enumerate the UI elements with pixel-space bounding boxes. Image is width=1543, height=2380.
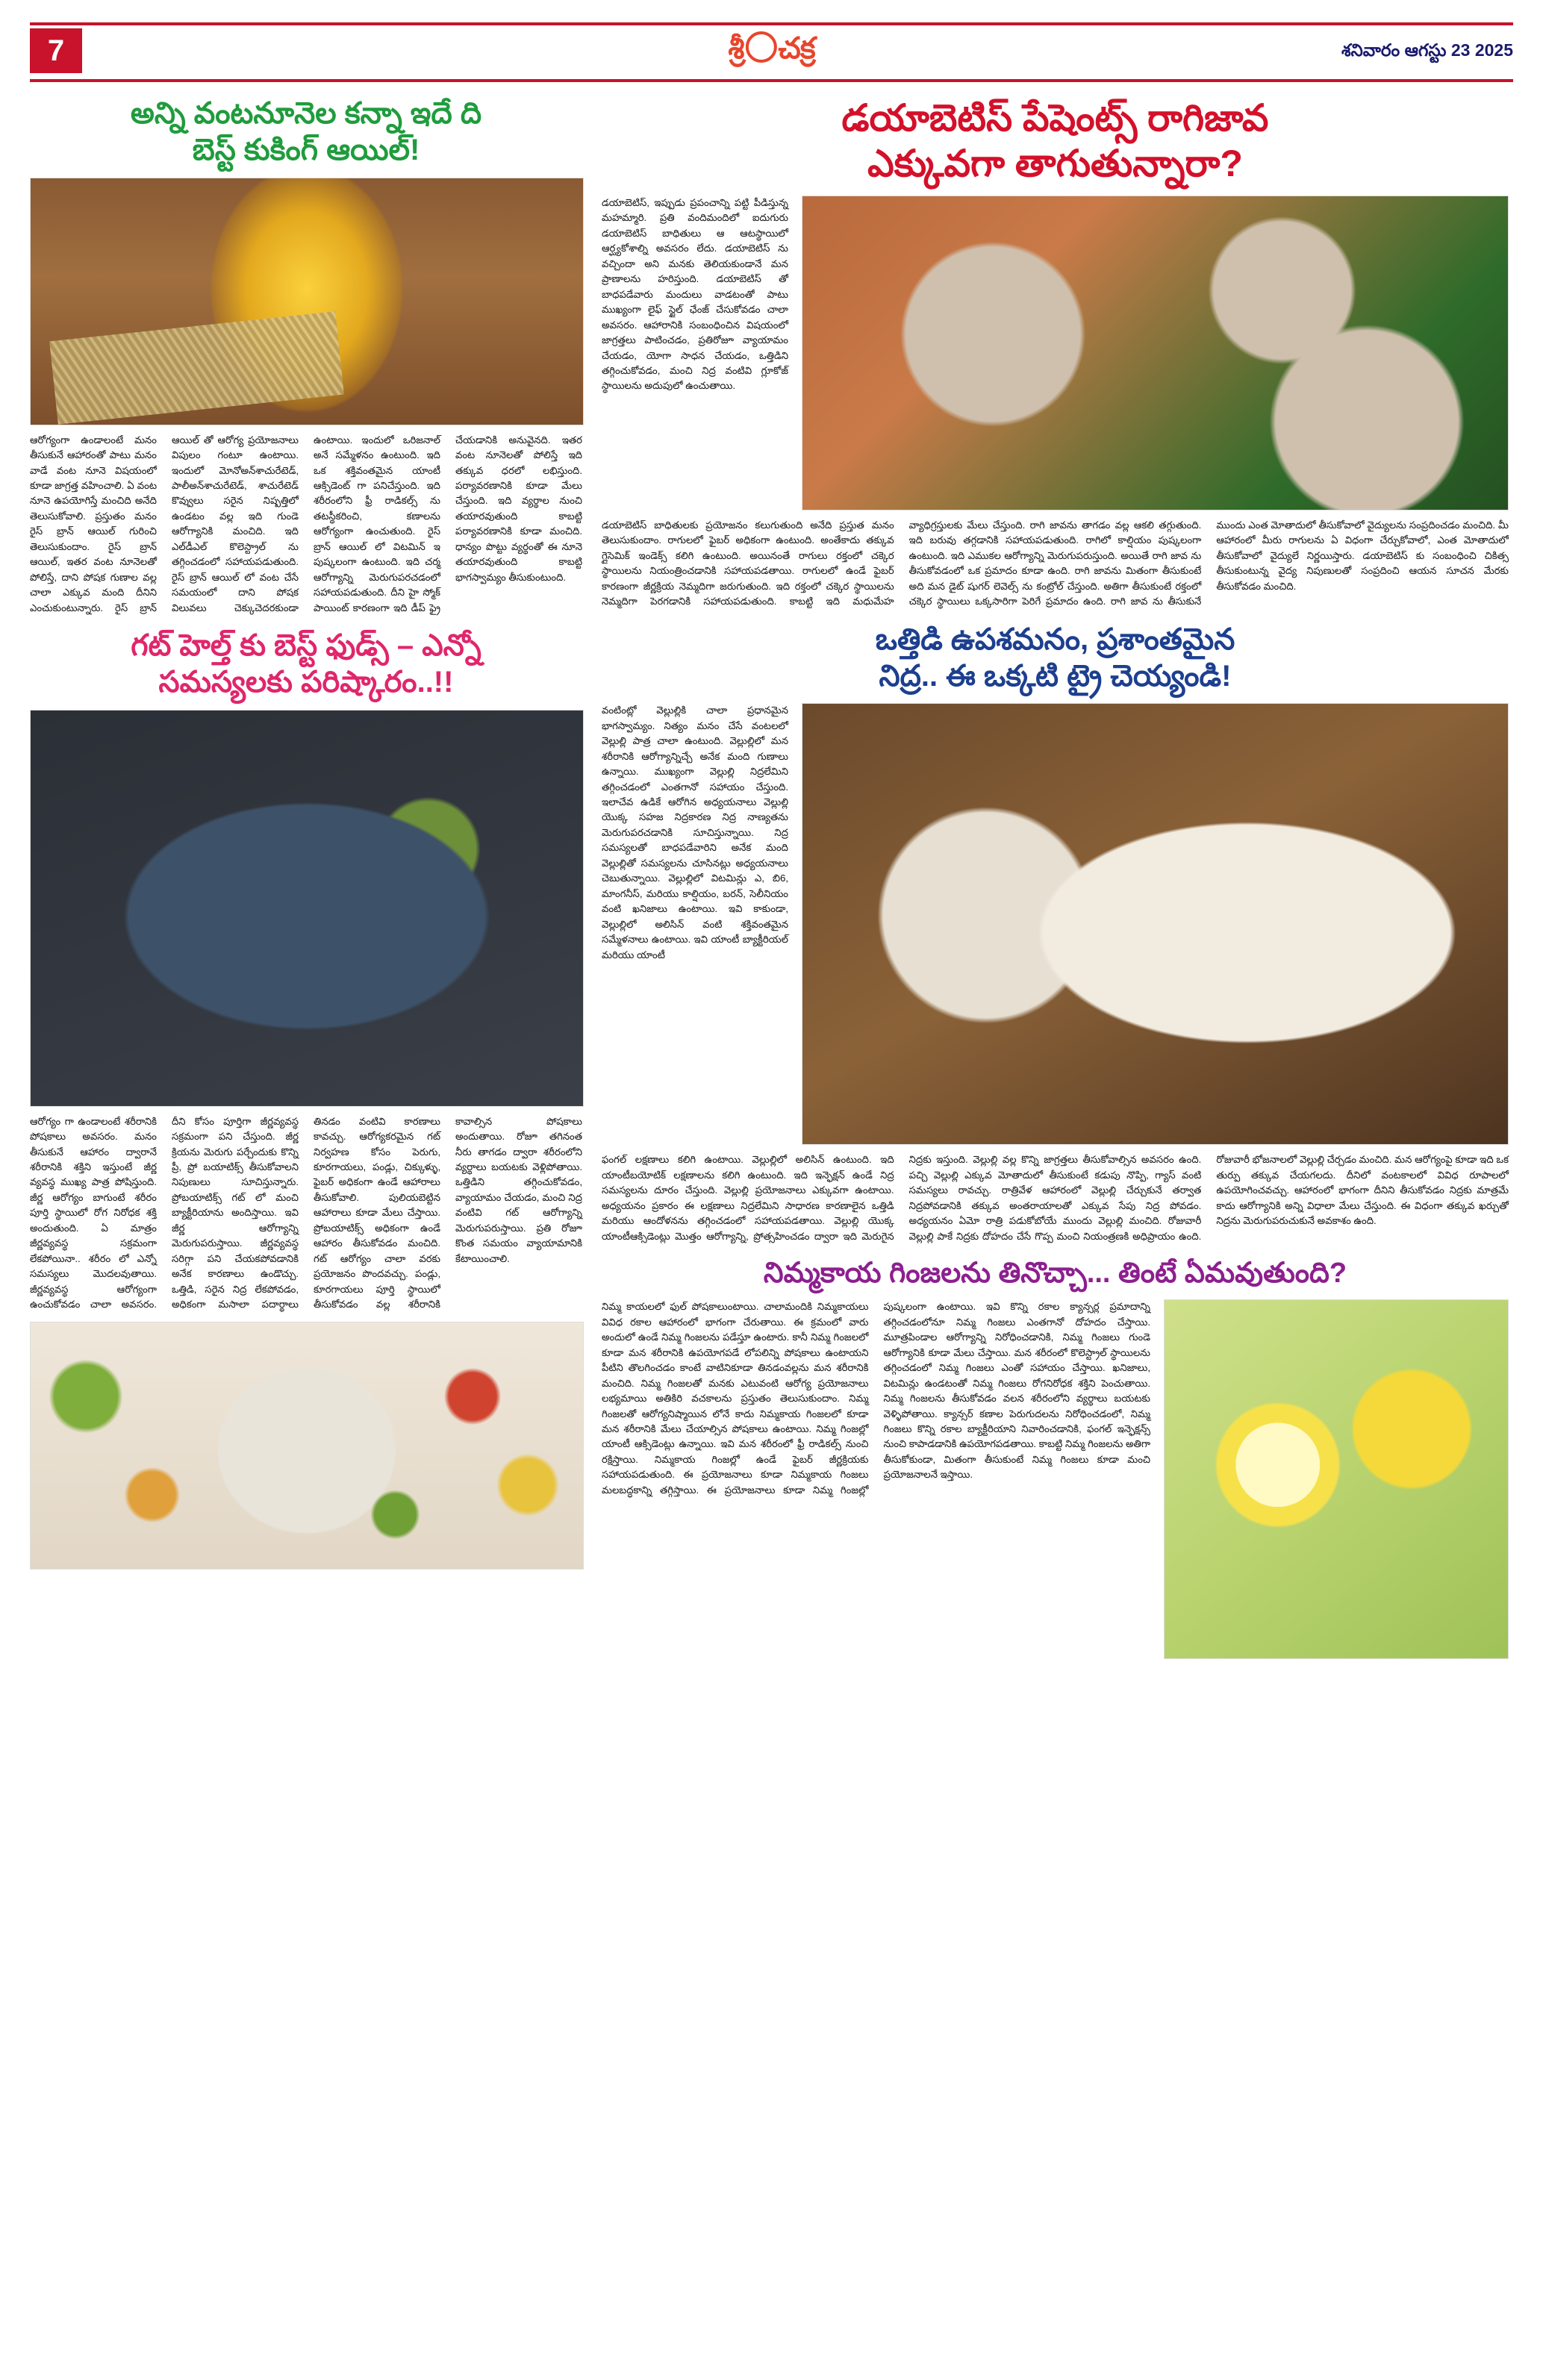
article-sleep-headline (602, 622, 1509, 695)
article-oil-headline (30, 96, 582, 169)
article-gut-headline-line2: సమస్యలకు పరిష్కారం..!! (158, 665, 454, 699)
page-number-badge: 7 (30, 28, 82, 73)
article-lemon-headline: నిమ్మకాయ గింజలను తినొచ్చా... తింటే ఏమవుతుంది? (763, 1258, 1347, 1290)
article-gut-headline-line1: గట్ హెల్త్ కు బెస్ట్ ఫుడ్స్ – ఎన్నో (131, 629, 481, 663)
article-sleep-caption: ఫంగల్ లక్షణాలు కలిగి ఉంటాయి. వెల్లుల్లిలో అలిసిన్ ఉంటుంది. ఇది యాంటీబయోటిక్ లక్షణాలను కలిగి ఉంటుంది. ఇది ఇన్ఫెక్షన్ ఉండే నిద్ర సమస్యలను దూరం చేస్తుంది. వెల్లుల్లి ప్రయోజనాలు ఎక్కువగా ఉంటాయి. అధ్యయనం ప్రకారం ఈ లక్షణాలు నిద్రలేమిని సాధారణ కారణాలైన ఒత్తిడి మరియు ఆందోళనను తగ్గించడంలో సహాయపడతాయి. వెల్లుల్లి యొక్క యాంటీఆక్సిడెంట్లు మొత్తం ఆరోగ్యాన్ని, ప్రోత్సహించడం ద్వారా ఇది మెరుగైన నిద్రకు ఇస్తుంది. వెల్లుల్లి వల్ల కొన్ని జాగ్రత్తలు తీసుకోవాల్సిన అవసరం ఉంది. పచ్చి వెల్లుల్లి ఎక్కువ మోతాదులో తీసుకుంటే కడుపు నొప్పి, గ్యాస్ వంటి సమస్యలు రావచ్చు. రాత్రివేళ ఆహారంలో వెల్లుల్లి చేర్చుకునే తర్వాత నిద్రపోవడానికి తక్కువ అంతరాయాలతో ఎక్కువ సేపు నిద్ర పోవడం. అధ్యయనం ఏమో రాత్రి పడుకోబోయే ముందు వెల్లుల్లి మంచిది. రోజువారీ వెల్లుల్లి పాకే నిద్రకు దోహదం చేసే గొప్ప మంచి నియంత్రణకి అధిప్రాయం ఉంది. రోజువారీ భోజనాలలో వెల్లుల్లి చేర్చడం మంచిది. మన ఆరోగ్యంపై కూడా ఇది ఒక తుర్పు తక్కువ చేయగలదు. దీనిలో వంటకాలలో వివిధ రూపాలలో ఉపయోగించవచ్చు. ఆహారంలో భాగంగా దీనిని తీసుకోవడం నిద్రకు మాత్రమే కాదు ఆరోగ్యానికి అన్ని విధాలా మేలు చేస్తుంది. ఈ విధంగా తక్కువ ఖర్చుతో నిద్రను మెరుగుపరుచుకునే అవకాశం ఉంది. (602, 1154, 1509, 1242)
article-lemon-seeds (602, 1256, 1509, 1659)
article-gut-health (30, 628, 582, 1569)
chakra-icon (745, 31, 776, 63)
article-gut-headline (30, 628, 582, 701)
left-column (30, 93, 582, 1659)
masthead (30, 22, 1513, 82)
article-cooking-oil (30, 96, 582, 616)
article-sleep-headline-line1: ఒత్తిడి ఉపశమనం, ప్రశాంతమైన (875, 622, 1235, 656)
article-ragi-headline (602, 96, 1509, 187)
page-content (30, 93, 1513, 1659)
article-oil-headline-line1: అన్ని వంటనూనెల కన్నా ఇదే ది (130, 97, 482, 130)
garlic-photo (802, 703, 1509, 1145)
article-ragi-headline-line1: డయాబెటిస్ పేషెంట్స్ రాగిజావ (841, 97, 1269, 139)
publication-logo (728, 31, 814, 73)
article-oil-headline-line2: బెస్ట్ కుకింగ్ ఆయిల్! (192, 133, 420, 166)
ragi-java-photo (802, 196, 1509, 510)
article-ragi-headline-line2: ఎక్కువగా తాగుతున్నారా? (867, 143, 1243, 184)
article-sleep-body-left: వంటింట్లో వెల్లుల్లికి చాలా ప్రధానమైన భాగస్వామ్యం. నిత్యం మనం చేసే వంటలలో వెల్లుల్లి పాత్ర చాలా ఉంటుంది. వెల్లుల్లిలో మన శరీరానికి ఆరోగ్యాన్నిచ్చే అనేక మంది గుణాలు ఉన్నాయి. ముఖ్యంగా వెల్లుల్లి నిద్రలేమిని తగ్గించడంలో ఎంతగానో సహాయం చేస్తుంది. ఇలాచేవ ఉడికే ఆరోగిన అధ్యయనాలు వెల్లుల్లి యొక్క సహజ నిద్రకారణ నిద్ర నాణ్యతను మెరుగుపరచడానికి సూచిస్తున్నాయి. నిద్ర సమస్యలతో బాధపడేవారిని అనేక మంది వెల్లుల్లితో సమస్యలను చూసినట్లు అధ్యయనాలు చెబుతున్నాయి. వెల్లుల్లిలో విటమిన్లు ఎ, బి6, మాంగనీస్, మరియు కాల్షియం, బరన్, సెలీనియం వంటి ఖనిజాలు ఉంటాయి. ఇవి కాకుండా, వెల్లుల్లిలో అలిసిన్ వంటి శక్తివంతమైన సమ్మేళనాలు ఉంటాయి. ఇవి యాంటీ బ్యాక్టీరియల్ మరియు యాంటీ (602, 705, 788, 961)
article-ragi-caption: డయాబెటిస్ బాధితులకు ప్రయోజనం కలుగుతుంది అనేది ప్రస్తుత మనం తెలుసుకుందాం. రాగులలో ఫైబర్ అధికంగా ఉంటుంది. అంతేకాదు తక్కువ గ్లైసెమిక్ ఇండెక్స్ కలిగి ఉంటుంది. అయినంతే రాగులు రక్తంలో చక్కెర స్థాయిలను నియంత్రించడానికి సహాయపడతాయి. రాగులలో ఉండే ఫైబర్ కారణంగా జీర్ణక్రియ నెమ్మదిగా జరుగుతుంది. ఇది రక్తంలో చక్కెర స్థాయిలను నెమ్మదిగా పెరగడానికి సహాయపడుతుంది. కాబట్టి ఇది మధుమేహ వ్యాధిగ్రస్తులకు మేలు చేస్తుంది. రాగి జావను తాగడం వల్ల ఆకలి తగ్గుతుంది. ఇది బరువు తగ్గడానికి సహాయపడుతుంది. రాగిలో కాల్షియం పుష్కలంగా ఉంటుంది. ఇది ఎముకల ఆరోగ్యాన్ని మెరుగుపరుస్తుంది. అయితే రాగి జావ ను తీసుకోవడంలో ఒక ప్రమాదం కూడా ఉంది. రాగి జావను మితంగా తీసుకుంటే అది మన డైట్ షుగర్ లెవెల్స్ ను కంట్రోల్ చేస్తుంది. అతిగా తీసుకుంటే రక్తంలో చక్కెర స్థాయిలు ఒక్కసారిగా పెరిగే ప్రమాదం ఉంది. రాగి జావ ను తీసుకునే ముందు ఎంత మోతాదులో తీసుకోవాలో వైద్యులను సంప్రదించడం మంచిది. మీ ఆహారంలో మీరు రాగులను ఏ విధంగా చేర్చుకోవాలో, ఎంత మోతాదులో తీసుకోవాలో వైద్యులే నిర్ణయిస్తారు. డయాబెటిస్ కు సంబంధించి చికిత్స తీసుకుంటున్న వైద్య నిపుణులతో సంప్రదించి ఆయన సూచన మేరకు తీసుకోవడం మంచిది. (602, 519, 1509, 608)
issue-date: శనివారం ఆగస్టు 23 2025 (1341, 40, 1513, 60)
article-oil-body: ఆరోగ్యంగా ఉండాలంటే మనం తీసుకునే ఆహారంతో పాటు మనం వాడే వంట నూనె విషయంలో కూడా జాగ్రత్త వహించాలి. ఏ వంట నూనె ఉపయోగిస్తే మంచిది అనేది తెలుసుకోవాలి. ప్రస్తుతం మనం రైస్ బ్రాన్ ఆయిల్ గురించి తెలుసుకుందాం. రైస్ బ్రాన్ ఆయిల్, ఇతర వంట నూనెలతో పోలిస్తే, దాని పోషక గుణాల వల్ల చాలా ఎక్కువ మంది దీనిని ఎంచుకుంటున్నారు. రైస్ బ్రాన్ ఆయిల్ తో ఆరోగ్య ప్రయోజనాలు విపులం గంటూ ఉంటాయి. ఇందులో మోనోఅన్‌శాచురేటెడ్, పాలీఅన్‌శాచురేటెడ్, శాచురేటెడ్ కొవ్వులు సరైన నిష్పత్తిలో ఉండటం వల్ల ఇది గుండె ఆరోగ్యానికి మంచిది. ఇది ఎల్‌డీఎల్ కొలెస్ట్రాల్ ను తగ్గించడంలో సహాయపడుతుంది. రైస్ బ్రాన్ ఆయిల్ లో వంట చేసే సమయంలో దాని పోషక విలువలు చెక్కుచెదరకుండా ఉంటాయి. ఇందులో ఒరిజనాల్ అనే సమ్మేళనం ఉంటుంది. ఇది ఒక శక్తివంతమైన యాంటీ ఆక్సిడెంట్ గా పనిచేస్తుంది. ఇది శరీరంలోని ఫ్రీ రాడికల్స్ ను తటస్థీకరించి, కణాలను ఆరోగ్యంగా ఉంచుతుంది. రైస్ బ్రాన్ ఆయిల్ లో విటమిన్ ఇ పుష్కలంగా ఉంటుంది. ఇది చర్మ ఆరోగ్యాన్ని మెరుగుపరచడంలో సహాయపడుతుంది. దీని హై స్మోక్ పాయింట్ కారణంగా ఇది డీప్ ఫ్రై చేయడానికి అనువైనది. ఇతర వంట నూనెలతో పోలిస్తే ఇది తక్కువ ధరలో లభిస్తుంది. పర్యావరణానికి కూడా మేలు చేస్తుంది. ఇది వ్యర్థాల నుంచి తయారవుతుంది కాబట్టి పర్యావరణానికి కూడా మంచిది. ధాన్యం పొట్టు వ్యర్థంతో ఈ నూనె తయారవుతుంది కాబట్టి భాగస్వామ్యం తీసుకుంటుంది. (30, 434, 582, 613)
article-lemon-body-row (602, 1299, 1509, 1659)
logo-text-left: శ్రీ (728, 32, 744, 65)
rice-bran-oil-photo (30, 178, 584, 425)
article-sleep-top (602, 703, 1509, 1145)
healthy-plate-photo (30, 710, 584, 1107)
article-ragi-top (602, 196, 1509, 510)
article-ragi-intro: డయాబెటిస్, ఇప్పుడు ప్రపంచాన్ని పట్టి పీడిస్తున్న మహమ్మారి. ప్రతి వందిమందిలో ఐదుగురు డయాబెటిస్ బాధితులు ఆ ఆటస్థాయిలో ఆర్ఘ్యకోశాల్ని అవసరం లేదు. డయాబెటిస్ ను వచ్చిందా అని మనకు తెలియకుండానే మన ప్రాణాలను హరిస్తుంది. డయాబెటిస్ తో బాధపడేవారు మందులు వాడటంతో పాటు ముఖ్యంగా లైఫ్ స్టైల్ ఛేంజ్ చేసుకోవడం చాలా అవసరం. ఆహారానికి సంబంధించిన విషయంలో జాగ్రత్తలు పాటించడం, ప్రతిరోజూ వ్యాయామం చేయడం, యోగా సాధన చేయడం, ఒత్తిడిని తగ్గించుకోవడం, మంచి నిద్ర వంటివి గ్లూకోజ్ స్థాయిలను అదుపులో ఉంచుతాయి. (602, 197, 788, 392)
article-ragi (602, 96, 1509, 610)
article-lemon-body: నిమ్మ కాయలలో ఫుల్ పోషకాలుంటాయి. చాలామందికి నిమ్మకాయలు వివిధ రకాల ఆహారంలో భాగంగా చేరుతాయి. ఈ క్రమంలో వారు అందులో ఉండే నిమ్మ గింజలను పడేస్తూ ఉంటారు. కానీ నిమ్మ గింజలలో కూడా మన శరీరానికి ఉపయోగపడే లోపలిన్ని పోషకాలు ఉంటాయని పీటిని తొలగించడం కాంటే వాటినికూడా తినడంవల్లను మన శరీరానికి మంచిది. నిమ్మ గింజలతో మనకు ఎటువంటి ఆరోగ్య ప్రయోజనాలు లభ్యమాయి అతికిరి వచకాలను ప్రస్తుతం తెలుసుకుందాం. నిమ్మ గింజలతో ఆరోగ్యనిష్మాయిన లోనే కాదు నిమ్మకాయ గింజలలో కూడా మన శరీరానికి మేలు చేయాల్సిన పోషకాలు ఉంటాయి. నిమ్మ గింజల్లో యాంటీ ఆక్సిడెంట్లు ఉన్నాయి. ఇవి మన శరీరంలో ఫ్రీ రాడికల్స్ నుంచి రక్షిస్తాయి. నిమ్మకాయ గింజల్లో ఉండే ఫైబర్ జీర్ణక్రియకు సహాయపడుతుంది. ఈ ప్రయోజనాలు కూడా నిమ్మకాయ గింజలు మలబద్ధకాన్ని తగ్గిస్తాయి. ఈ ప్రయోజనాలు కూడా నిమ్మ గింజల్లో పుష్కలంగా ఉంటాయి. ఇవి కొన్ని రకాల క్యాన్సర్ల ప్రమాదాన్ని తగ్గించడంలోనూ నిమ్మ గింజలు ఎంతగానో దోహదం చేస్తాయి. మూత్రపిండాల ఆరోగ్యాన్ని నిరోధించడానికి, నిమ్మ గింజలు గుండె ఆరోగ్యానికి కూడా మేలు చేస్తాయి. మన శరీరంలో కొలెస్ట్రాల్ స్థాయిలను తగ్గించడంలో నిమ్మ గింజలు ఎంతో సహాయం చేస్తాయి. ఖనిజాలు, విటమిన్లు ఉండటంతో నిమ్మ గింజలు రోగనిరోధక శక్తిని పెంచుతాయి. నిమ్మ గింజలను తీసుకోవడం వలన శరీరంలోని వ్యర్థాలు బయటకు వెళ్ళిపోతాయి. క్యాన్సర్ కణాల పెరుగుదలను నిరోధించడంలో, నిమ్మ గింజలు కొన్ని రకాల బ్యాక్టీరియాని నివారించడానికి, ఫంగల్ ఇన్ఫెక్షన్స్ నుంచి కాపాడడానికి ఉపయోగపడతాయి. కాబట్టి నిమ్మ గింజలను అతిగా తీసుకోకుండా, మితంగా తీసుకుంటే నిమ్మ గింజలు కూడా మంచి ప్రయోజనాలనే ఇస్తాయి. (602, 1301, 1150, 1496)
salad-bowl-photo (30, 1322, 584, 1570)
lemon-photo (1164, 1299, 1509, 1659)
article-sleep-garlic (602, 622, 1509, 1244)
right-column (602, 93, 1509, 1659)
article-sleep-headline-line2: నిద్ర.. ఈ ఒక్కటి ట్రై చెయ్యండి! (879, 659, 1232, 693)
logo-text-right: చక్ర (778, 32, 815, 65)
article-gut-body: ఆరోగ్యం గా ఉండాలంటే శరీరానికి పోషకాలు అవసరం. మనం తీసుకునే ఆహారం ద్వారానే శరీరానికి శక్తిని ఇస్తుంటే జీర్ణ వ్యవస్థ ముఖ్య పాత్ర పోషిస్తుంది. జీర్ణ ఆరోగ్యం బాగుంటే శరీరం పూర్తి స్థాయిలో రోగ నిరోధక శక్తి అందుతుంది. ఏ మాత్రం జీర్ణవ్యవస్థ సక్రమంగా లేకపోయినా.. శరీరం లో ఎన్నో సమస్యలు మొదలవుతాయి. జీర్ణవ్యవస్థ ఆరోగ్యంగా ఉంచుకోవడం చాలా అవసరం. దీని కోసం పూర్తిగా జీర్ణవ్యవస్థ సక్రమంగా పని చేస్తుంది. జీర్ణ క్రియను మెరుగు పర్చేందుకు కొన్ని ప్రీ, ప్రో బయాటిక్స్ తీసుకోవాలని నిపుణులు సూచిస్తున్నారు. ప్రోబయాటిక్స్ గట్ లో మంచి బ్యాక్టీరియాను అందిస్తాయి. ఇవి జీర్ణ ఆరోగ్యాన్ని మెరుగుపరుస్తాయి. జీర్ణవ్యవస్థ సరిగ్గా పని చేయకపోవడానికి అనేక కారణాలు ఉండొచ్చు. ఒత్తిడి, సరైన నిద్ర లేకపోవడం, అధికంగా మసాలా పదార్థాలు తినడం వంటివి కారణాలు కావచ్చు. ఆరోగ్యకరమైన గట్ నిర్వహణ కోసం పెరుగు, కూరగాయలు, పండ్లు, చిక్కుళ్ళు, ఫైబర్ అధికంగా ఉండే ఆహారాలు తీసుకోవాలి. పులియబెట్టిన ఆహారాలు కూడా మేలు చేస్తాయి. ప్రోబయాటిక్స్ అధికంగా ఉండే ఆహారం తీసుకోవడం మంచిది. గట్ ఆరోగ్యం చాలా వరకు ప్రయోజనం పొందవచ్చు. పండ్లు, కూరగాయలు పూర్తి స్థాయిలో తీసుకోవడం వల్ల శరీరానికి కావాల్సిన పోషకాలు అందుతాయి. రోజూ తగినంత నీరు తాగడం ద్వారా శరీరంలోని వ్యర్థాలు బయటకు వెళ్లిపోతాయి. ఒత్తిడిని తగ్గించుకోవడం, వ్యాయామం చేయడం, మంచి నిద్ర వంటివి గట్ ఆరోగ్యాన్ని మెరుగుపరుస్తాయి. ప్రతి రోజూ కొంత సమయం వ్యాయామానికి కేటాయించాలి. (30, 1115, 582, 1311)
